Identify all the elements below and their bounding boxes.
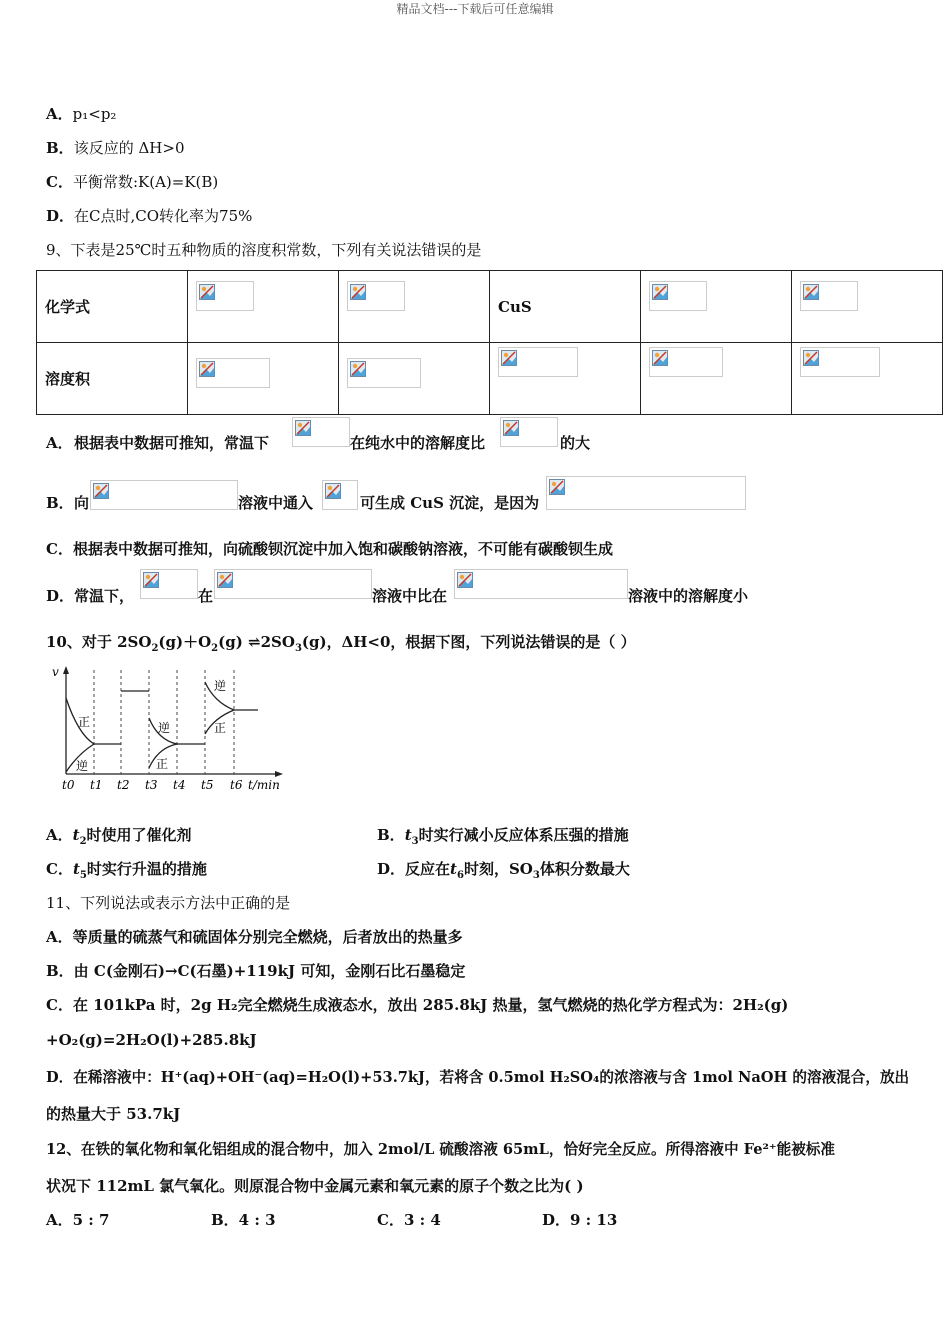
table-cell: [792, 271, 943, 343]
option-label: D．: [46, 587, 75, 605]
formula-image: [800, 281, 858, 311]
table-cell: [792, 343, 943, 415]
q8-option-d: [46, 205, 252, 226]
option-text: p₁<p₂: [72, 105, 117, 123]
q11-option-c-line2: +O₂(g)=2H₂O(l)+285.8kJ: [46, 1031, 257, 1049]
formula-image: [649, 281, 707, 311]
q12-option-c: C．3 : 4: [377, 1211, 441, 1229]
q12-option-a: A．5 : 7: [46, 1211, 110, 1229]
stem-text: ，ΔH<0，根据下图，下列说法错误的是（ ）: [326, 633, 636, 651]
label-forward: 正: [78, 715, 91, 729]
q9-option-c: [46, 538, 613, 559]
tick-t3: t3: [145, 778, 158, 792]
q8-option-a: [46, 103, 116, 124]
broken-image-icon: [549, 479, 565, 495]
formula-image: [454, 569, 628, 599]
q12-option-b: B．4 : 3: [211, 1211, 276, 1229]
option-text: 向: [74, 494, 90, 512]
table-cell: [188, 343, 339, 415]
option-label: A．: [46, 105, 73, 123]
broken-image-icon: [199, 361, 215, 377]
label-forward: 正: [214, 721, 227, 735]
table-cell: [641, 271, 792, 343]
rate-time-chart: [44, 662, 294, 798]
option-label: C．: [46, 540, 73, 558]
q11-stem: 11、下列说法或表示方法中正确的是: [46, 894, 291, 912]
option-text: 反应在: [405, 860, 451, 878]
broken-image-icon: [457, 572, 473, 588]
table-cell: [490, 343, 641, 415]
option-text: 时刻，SO: [463, 860, 533, 878]
formula-image: [546, 476, 746, 510]
formula-image: [500, 417, 558, 447]
table-cell-cus: CuS: [490, 271, 641, 343]
solubility-table: [36, 270, 943, 415]
option-label: D．: [46, 207, 75, 225]
q12-stem-line2: 状况下 112mL 氯气氧化。则原混合物中金属元素和氧元素的原子个数之比为( ): [46, 1177, 584, 1195]
label-reverse: 逆: [158, 721, 171, 735]
table-cell: [641, 343, 792, 415]
option-text: 体积分数最大: [539, 860, 630, 878]
stem-text: 10、对于 2SO: [46, 633, 152, 651]
option-label: C．: [46, 860, 73, 878]
q10-option-d: D．反应在$t_6$时刻，$SO_3$体积分数最大: [377, 860, 630, 881]
row-label-ksp: 溶度积: [37, 343, 188, 415]
q10-option-a: A．$t_2$时使用了催化剂: [46, 826, 192, 847]
forward-curve-3: [205, 710, 258, 734]
option-text: 在: [198, 587, 214, 605]
q11-option-c-line1: C．在 101kPa 时，2g H₂完全燃烧生成液态水，放出 285.8kJ 热量，氢气燃烧的热化学方程式为：2H₂(g): [46, 996, 789, 1014]
q9-stem: 9、下表是25℃时五种物质的溶度积常数，下列有关说法错误的是: [46, 241, 482, 259]
table-cell: [339, 271, 490, 343]
ksp-image: [196, 358, 270, 388]
broken-image-icon: [325, 483, 341, 499]
y-axis-label: v: [52, 665, 59, 679]
option-text: 平衡常数:K(A)=K(B): [72, 173, 219, 191]
option-label: C．: [46, 173, 73, 191]
tick-t4: t4: [173, 778, 186, 792]
option-label: B．: [377, 826, 405, 844]
tick-t0: t0: [62, 778, 75, 792]
x-axis-arrow: [275, 771, 283, 777]
tick-t5: t5: [201, 778, 214, 792]
ksp-image: [498, 347, 578, 377]
broken-image-icon: [501, 350, 517, 366]
tick-t2: t2: [117, 778, 130, 792]
table-row: [37, 343, 943, 415]
broken-image-icon: [350, 284, 366, 300]
formula-image: [322, 480, 358, 510]
option-text: 的大: [560, 434, 591, 452]
option-text: 在C点时,CO转化率为75%: [74, 207, 253, 225]
broken-image-icon: [503, 420, 519, 436]
label-reverse: 逆: [214, 679, 227, 693]
x-axis-label: t/min: [248, 778, 280, 792]
option-text: 该反应的 ΔH>0: [73, 139, 185, 157]
q11-option-b: B．由 C(金刚石)→C(石墨)+119kJ 可知，金刚石比石墨稳定: [46, 962, 466, 980]
q12-stem-line1: 12、在铁的氧化物和氧化铝组成的混合物中，加入 2mol/L 硫酸溶液 65mL，恰好完全反应。所得溶液中 Fe²⁺能被标准: [46, 1141, 835, 1158]
broken-image-icon: [652, 284, 668, 300]
ksp-image: [800, 347, 880, 377]
tick-t1: t1: [90, 778, 103, 792]
option-text: 溶液中的溶解度小: [628, 587, 749, 605]
label-reverse: 逆: [76, 759, 89, 773]
option-text: 根据表中数据可推知，常温下: [74, 434, 270, 452]
option-text: 常温下，: [74, 587, 135, 605]
option-text: 时使用了催化剂: [86, 826, 192, 844]
row-label-formula: 化学式: [37, 271, 188, 343]
q10-option-b: B．$t_3$时实行减小反应体系压强的措施: [377, 826, 629, 847]
option-label: B．: [46, 494, 74, 512]
option-text: 时实行减小反应体系压强的措施: [418, 826, 629, 844]
q12-option-d: D．9 : 13: [542, 1211, 618, 1229]
formula-image: [90, 480, 238, 510]
formula-image: [292, 417, 350, 447]
q11-option-a: A．等质量的硫蒸气和硫固体分别完全燃烧，后者放出的热量多: [46, 928, 463, 946]
option-text: 时实行升温的措施: [86, 860, 207, 878]
broken-image-icon: [199, 284, 215, 300]
q9-option-a: [46, 415, 926, 455]
option-label: D．: [377, 860, 406, 878]
broken-image-icon: [350, 361, 366, 377]
option-text: 根据表中数据可推知，向硫酸钡沉淀中加入饱和碳酸钠溶液，不可能有碳酸钡生成: [72, 540, 613, 558]
formula-image: [140, 569, 198, 599]
formula-image: [347, 281, 405, 311]
q10-stem: 10、对于 $2SO_2(g)+O_2(g)$ $\rightleftharpoons 2SO_3(g)$，ΔH<0，根据下图，下列说法错误的是（ ）: [46, 633, 636, 654]
option-text: 溶液中比在: [372, 587, 448, 605]
q8-option-c: [46, 171, 218, 192]
broken-image-icon: [803, 284, 819, 300]
label-forward: 正: [156, 757, 169, 771]
option-text: 在纯水中的溶解度比: [350, 434, 486, 452]
q11-option-d-line2: 的热量大于 53.7kJ: [46, 1105, 181, 1123]
broken-image-icon: [143, 572, 159, 588]
q11-option-d-line1: D．在稀溶液中：H⁺(aq)+OH⁻(aq)=H₂O(l)+53.7kJ，若将含 0.5mol H₂SO₄的浓溶液与含 1mol NaOH 的溶液混合，放出: [46, 1069, 910, 1086]
ksp-image: [649, 347, 723, 377]
option-text: 可生成 CuS 沉淀，是因为: [360, 494, 540, 512]
option-label: B．: [46, 139, 74, 157]
broken-image-icon: [652, 350, 668, 366]
table-row: [37, 271, 943, 343]
option-text: 溶液中通入: [238, 494, 314, 512]
option-label: A．: [46, 434, 73, 452]
page-header: 精品文档---下载后可任意编辑: [396, 2, 554, 16]
q8-option-b: [46, 137, 184, 158]
ksp-image: [347, 358, 421, 388]
q9-option-d: [46, 566, 926, 606]
table-cell: [188, 271, 339, 343]
table-cell: [339, 343, 490, 415]
forward-curve-1: [66, 698, 121, 744]
q10-option-c: C．$t_5$时实行升温的措施: [46, 860, 207, 881]
broken-image-icon: [93, 483, 109, 499]
tick-t6: t6: [230, 778, 243, 792]
option-label: A．: [46, 826, 73, 844]
broken-image-icon: [295, 420, 311, 436]
y-axis-arrow: [63, 666, 69, 674]
broken-image-icon: [217, 572, 233, 588]
broken-image-icon: [803, 350, 819, 366]
q9-option-b: [46, 474, 926, 514]
formula-image: [196, 281, 254, 311]
x-tick-labels: [62, 778, 280, 792]
formula-image: [214, 569, 372, 599]
